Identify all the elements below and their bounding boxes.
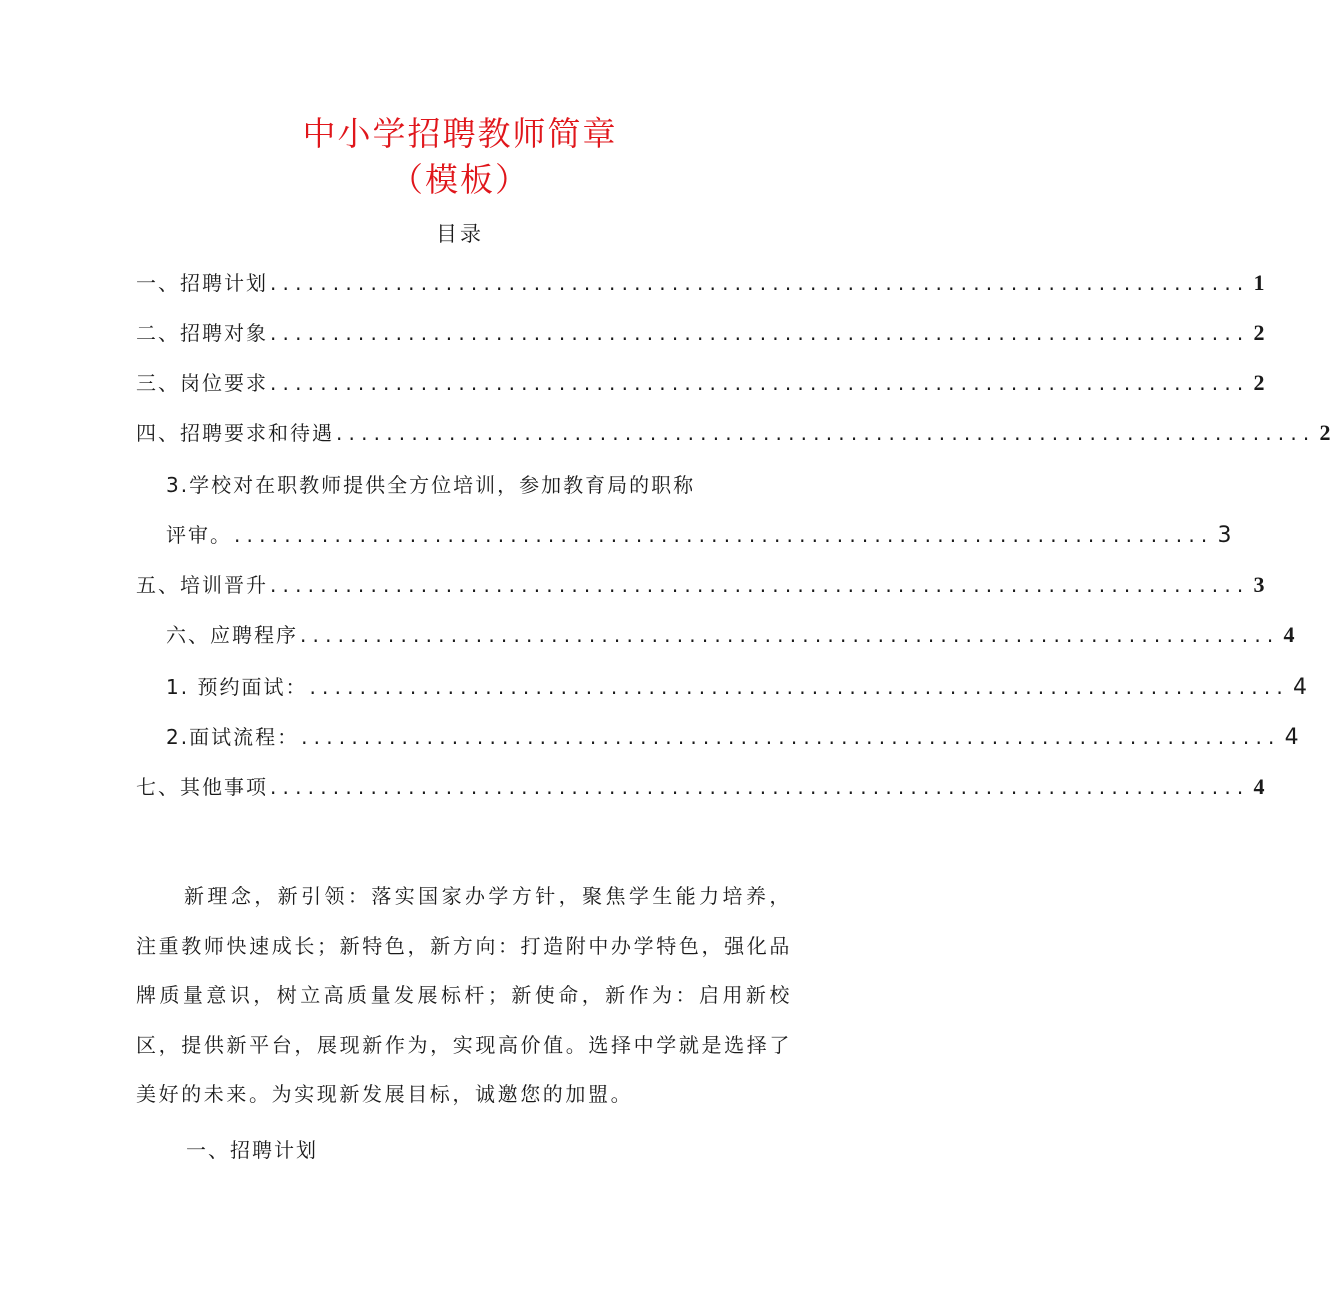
toc-entry-recruitment-target[interactable] bbox=[136, 318, 1265, 348]
toc-entry-requirements-and-benefits[interactable] bbox=[136, 418, 1330, 448]
toc-entry-training-promotion[interactable] bbox=[136, 570, 1265, 600]
toc-entry-label: 六、应聘程序 bbox=[166, 623, 298, 647]
toc-entry-label: 1. 预约面试： bbox=[166, 675, 308, 699]
toc-entry-label: 五、培训晋升 bbox=[136, 573, 268, 597]
toc-dot-leader: .............................................................................. bbox=[270, 371, 1250, 395]
toc-dot-leader: .............................................................................. bbox=[336, 421, 1316, 445]
toc-dot-leader: .............................................................................. bbox=[301, 725, 1281, 749]
intro-paragraph: 新理念，新引领：落实国家办学方针，聚焦学生能力培养，注重教师快速成长；新特色，新方向：打造附中办学特色，强化品牌质量意识，树立高质量发展标杆；新使命，新作为：启用新校区，提供新平台，展现新作为，实现高价值。选择中学就是选择了美好的未来。为实现新发展目标，诚邀您的加盟。 bbox=[136, 884, 792, 1106]
toc-page-number: 4 bbox=[1253, 774, 1265, 799]
toc-page-number: 2 bbox=[1319, 420, 1330, 445]
toc-dot-leader: .............................................................................. bbox=[300, 623, 1280, 647]
toc-entry-label: 三、岗位要求 bbox=[136, 371, 268, 395]
toc-entry-label: 四、招聘要求和待遇 bbox=[136, 421, 334, 445]
toc-dot-leader: .............................................................................. bbox=[309, 675, 1289, 699]
toc-entry-interview-booking[interactable] bbox=[166, 672, 1307, 703]
toc-entry-application-procedure[interactable] bbox=[166, 620, 1295, 650]
toc-page-number: 4 bbox=[1284, 725, 1299, 750]
toc-entry-job-requirements[interactable] bbox=[136, 368, 1265, 398]
toc-entry-other-matters[interactable] bbox=[136, 772, 1265, 802]
toc-entry-label: 二、招聘对象 bbox=[136, 321, 268, 345]
toc-entry-recruitment-plan[interactable] bbox=[136, 268, 1265, 298]
toc-page-number: 4 bbox=[1283, 622, 1295, 647]
section-heading-recruitment-plan: 一、招聘计划 bbox=[186, 1138, 318, 1162]
toc-page-number: 1 bbox=[1253, 270, 1265, 295]
toc-page-number: 3 bbox=[1217, 523, 1232, 548]
toc-dot-leader: .............................................................................. bbox=[270, 321, 1250, 345]
toc-entry-training-line1: 3.学校对在职教师提供全方位培训，参加教育局的职称 bbox=[166, 473, 696, 497]
toc-dot-leader: .............................................................................. bbox=[270, 271, 1250, 295]
toc-entry-interview-process[interactable] bbox=[166, 722, 1299, 753]
toc-entry-label: 一、招聘计划 bbox=[136, 271, 268, 295]
toc-page-number: 3 bbox=[1253, 572, 1265, 597]
toc-entry-label: 2.面试流程： bbox=[166, 725, 300, 749]
toc-dot-leader: .............................................................................. bbox=[234, 523, 1214, 547]
toc-page-number: 2 bbox=[1253, 370, 1265, 395]
toc-entry-training-review[interactable] bbox=[166, 520, 1232, 551]
toc-entry-label: 评审。 bbox=[166, 523, 232, 547]
document-subtitle: （模板） bbox=[390, 160, 530, 199]
toc-heading: 目录 bbox=[436, 222, 484, 246]
toc-entry-label: 七、其他事项 bbox=[136, 775, 268, 799]
toc-dot-leader: .............................................................................. bbox=[270, 775, 1250, 799]
document-title: 中小学招聘教师简章 bbox=[302, 114, 618, 153]
toc-page-number: 2 bbox=[1253, 320, 1265, 345]
toc-dot-leader: .............................................................................. bbox=[270, 573, 1250, 597]
toc-page-number: 4 bbox=[1292, 675, 1307, 700]
